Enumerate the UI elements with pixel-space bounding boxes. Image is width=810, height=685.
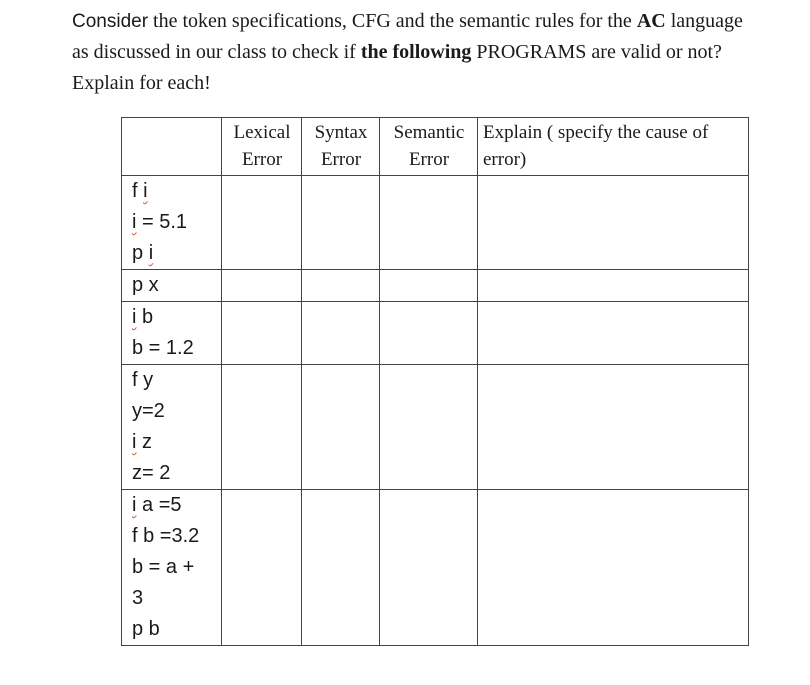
semantic-error-cell[interactable] xyxy=(380,270,478,302)
syntax-error-cell[interactable] xyxy=(302,490,380,646)
program-line xyxy=(122,458,221,489)
explain-cell[interactable] xyxy=(478,302,749,365)
table-header-row xyxy=(122,118,749,176)
syntax-error-cell[interactable] xyxy=(302,302,380,365)
explain-cell[interactable] xyxy=(478,270,749,302)
header-program xyxy=(122,118,222,176)
spellcheck-underlined-token: i xyxy=(132,306,137,328)
program-line xyxy=(122,302,221,333)
question-text-part: language as discussed in our class to check if xyxy=(72,10,743,63)
code-text: = 5.1 xyxy=(136,211,188,233)
table-row xyxy=(122,270,749,302)
code-text: b = a + xyxy=(132,556,195,578)
spellcheck-underlined-token: i xyxy=(148,242,154,264)
program-line xyxy=(122,490,221,521)
semantic-error-cell[interactable] xyxy=(380,302,478,365)
table-row xyxy=(122,365,749,490)
program-line xyxy=(122,207,221,238)
semantic-error-cell[interactable] xyxy=(380,176,478,270)
code-text: p x xyxy=(132,274,159,296)
question-text-part: PROGRAMS are valid or not? Explain for each! xyxy=(72,41,722,94)
code-text: b xyxy=(136,306,154,328)
program-line xyxy=(122,427,221,458)
program-line xyxy=(122,176,221,207)
code-text: z= 2 xyxy=(132,462,171,484)
program-line xyxy=(122,583,221,614)
spellcheck-underlined-token: i xyxy=(132,431,137,453)
table-row xyxy=(122,302,749,365)
syntax-error-cell[interactable] xyxy=(302,270,380,302)
syntax-error-cell[interactable] xyxy=(302,365,380,490)
spellcheck-underlined-token: i xyxy=(143,180,148,202)
program-line xyxy=(122,365,221,396)
lexical-error-cell[interactable] xyxy=(222,270,302,302)
header-explain: Explain ( specify the cause of error) xyxy=(478,118,749,176)
code-text: a =5 xyxy=(136,494,182,516)
program-code-cell xyxy=(122,365,222,490)
program-code-cell xyxy=(122,270,222,302)
spellcheck-underlined-token: i xyxy=(132,494,137,516)
program-line xyxy=(122,396,221,427)
spellcheck-underlined-token: i xyxy=(132,211,137,233)
lexical-error-cell[interactable] xyxy=(222,490,302,646)
code-text: f xyxy=(132,180,144,202)
code-text: z xyxy=(136,431,153,453)
syntax-error-cell[interactable] xyxy=(302,176,380,270)
semantic-error-cell[interactable] xyxy=(380,490,478,646)
lexical-error-cell[interactable] xyxy=(222,176,302,270)
question-bold-following: the following xyxy=(360,41,472,63)
code-text: b = 1.2 xyxy=(132,337,194,359)
question-text xyxy=(72,6,752,99)
table-row xyxy=(122,176,749,270)
header-syntax-error: Syntax Error xyxy=(302,118,380,176)
programs-table-body xyxy=(122,176,749,646)
program-line xyxy=(122,333,221,364)
header-lexical-error: Lexical Error xyxy=(222,118,302,176)
program-code-cell xyxy=(122,302,222,365)
program-code-cell xyxy=(122,490,222,646)
semantic-error-cell[interactable] xyxy=(380,365,478,490)
table-row xyxy=(122,490,749,646)
program-line xyxy=(122,238,221,269)
program-line xyxy=(122,552,221,583)
lexical-error-cell[interactable] xyxy=(222,302,302,365)
explain-cell[interactable] xyxy=(478,490,749,646)
code-text: p b xyxy=(132,618,160,640)
header-semantic-error: Semantic Error xyxy=(380,118,478,176)
explain-cell[interactable] xyxy=(478,176,749,270)
question-text-part: the token specifications, CFG and the semantic rules for the xyxy=(148,10,637,32)
code-text: 3 xyxy=(132,587,144,609)
programs-table xyxy=(121,117,749,646)
code-text: f b =3.2 xyxy=(132,525,200,547)
code-text: f y xyxy=(132,369,154,391)
program-code-cell xyxy=(122,176,222,270)
lexical-error-cell[interactable] xyxy=(222,365,302,490)
program-line xyxy=(122,521,221,552)
explain-cell[interactable] xyxy=(478,365,749,490)
program-line xyxy=(122,614,221,645)
code-text: p xyxy=(132,242,149,264)
question-bold-ac: AC xyxy=(636,10,666,32)
code-text: y=2 xyxy=(132,400,165,422)
question-lead-word: Consider xyxy=(72,11,149,32)
program-line xyxy=(122,270,221,301)
